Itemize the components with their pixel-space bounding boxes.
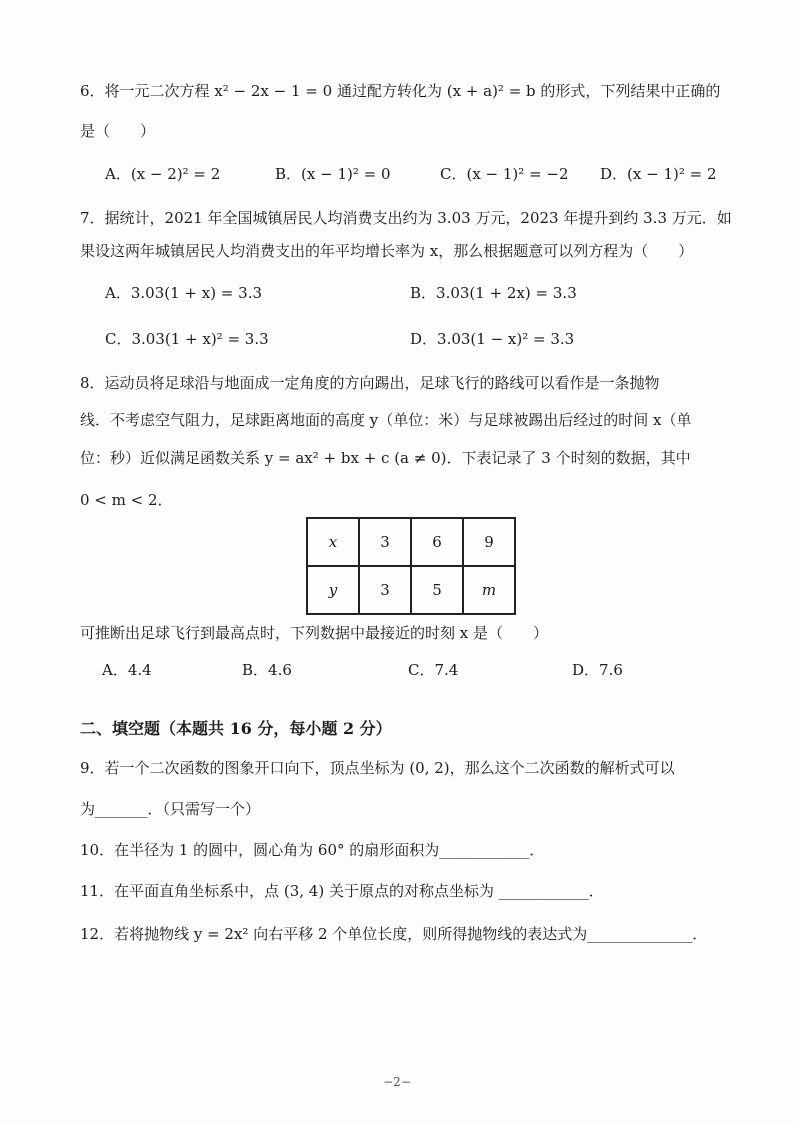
table-cell: 9	[463, 518, 515, 566]
q7-line2: 果设这两年城镇居民人均消费支出的年平均增长率为 x，那么根据题意可以列方程为（ ）	[80, 242, 694, 260]
q8-line1: 8．运动员将足球沿与地面成一定角度的方向踢出，足球飞行的路线可以看作是一条抛物	[80, 374, 660, 392]
table-row-x	[307, 518, 515, 566]
q8-line2: 线．不考虑空气阻力，足球距离地面的高度 y（单位：米）与足球被踢出后经过的时间 x（单	[80, 411, 692, 429]
q7-option-c: C．3.03(1 + x)² = 3.3	[105, 330, 269, 348]
table-cell: 3	[359, 518, 411, 566]
q8-line5: 可推断出足球飞行到最高点时，下列数据中最接近的时刻 x 是（ ）	[80, 624, 548, 642]
q11-line: 11．在平面直角坐标系中，点 (3, 4) 关于原点的对称点坐标为 ____________．	[80, 882, 604, 900]
q9-line2: 为_______．（只需写一个）	[80, 800, 261, 818]
q8-line3: 位：秒）近似满足函数关系 y = ax² + bx + c (a ≠ 0)．下表记录了 3 个时刻的数据，其中	[80, 449, 691, 467]
q6-line1: 6．将一元二次方程 x² − 2x − 1 = 0 通过配方转化为 (x + a)² = b 的形式，下列结果中正确的	[80, 82, 721, 100]
table-cell: 5	[411, 566, 463, 614]
table-row-y	[307, 566, 515, 614]
table-cell: m	[463, 566, 515, 614]
table-cell: 3	[359, 566, 411, 614]
q6-option-d: D．(x − 1)² = 2	[600, 165, 717, 183]
table-cell: x	[307, 518, 359, 566]
q6-option-c: C．(x − 1)² = −2	[440, 165, 569, 183]
q7-option-a: A．3.03(1 + x) = 3.3	[105, 284, 263, 302]
q7-option-b: B．3.03(1 + 2x) = 3.3	[410, 284, 577, 302]
table-cell: 6	[411, 518, 463, 566]
q8-option-d: D．7.6	[572, 661, 623, 679]
q8-option-a: A．4.4	[102, 661, 152, 679]
q7-option-d: D．3.03(1 − x)² = 3.3	[410, 330, 575, 348]
section-title: 二、填空题（本题共 16 分，每小题 2 分）	[80, 719, 392, 738]
q7-line1: 7．据统计，2021 年全国城镇居民人均消费支出约为 3.03 万元，2023 年提升到约 3.3 万元．如	[80, 209, 732, 227]
q12-line: 12．若将抛物线 y = 2x² 向右平移 2 个单位长度，则所得抛物线的表达式为______________．	[80, 925, 708, 943]
q6-line2: 是（ ）	[80, 122, 156, 140]
table-cell: y	[307, 566, 359, 614]
q10-line: 10．在半径为 1 的圆中，圆心角为 60° 的扇形面积为____________．	[80, 841, 545, 859]
q9-line1: 9．若一个二次函数的图象开口向下，顶点坐标为 (0, 2)，那么这个二次函数的解析式可以	[80, 759, 675, 777]
q8-data-table	[306, 517, 516, 615]
q8-option-c: C．7.4	[408, 661, 459, 679]
page-number: −2−	[383, 1075, 411, 1089]
q8-option-b: B．4.6	[242, 661, 292, 679]
q8-line4: 0 < m < 2．	[80, 491, 173, 509]
q6-option-a: A．(x − 2)² = 2	[105, 165, 221, 183]
q6-option-b: B．(x − 1)² = 0	[275, 165, 391, 183]
